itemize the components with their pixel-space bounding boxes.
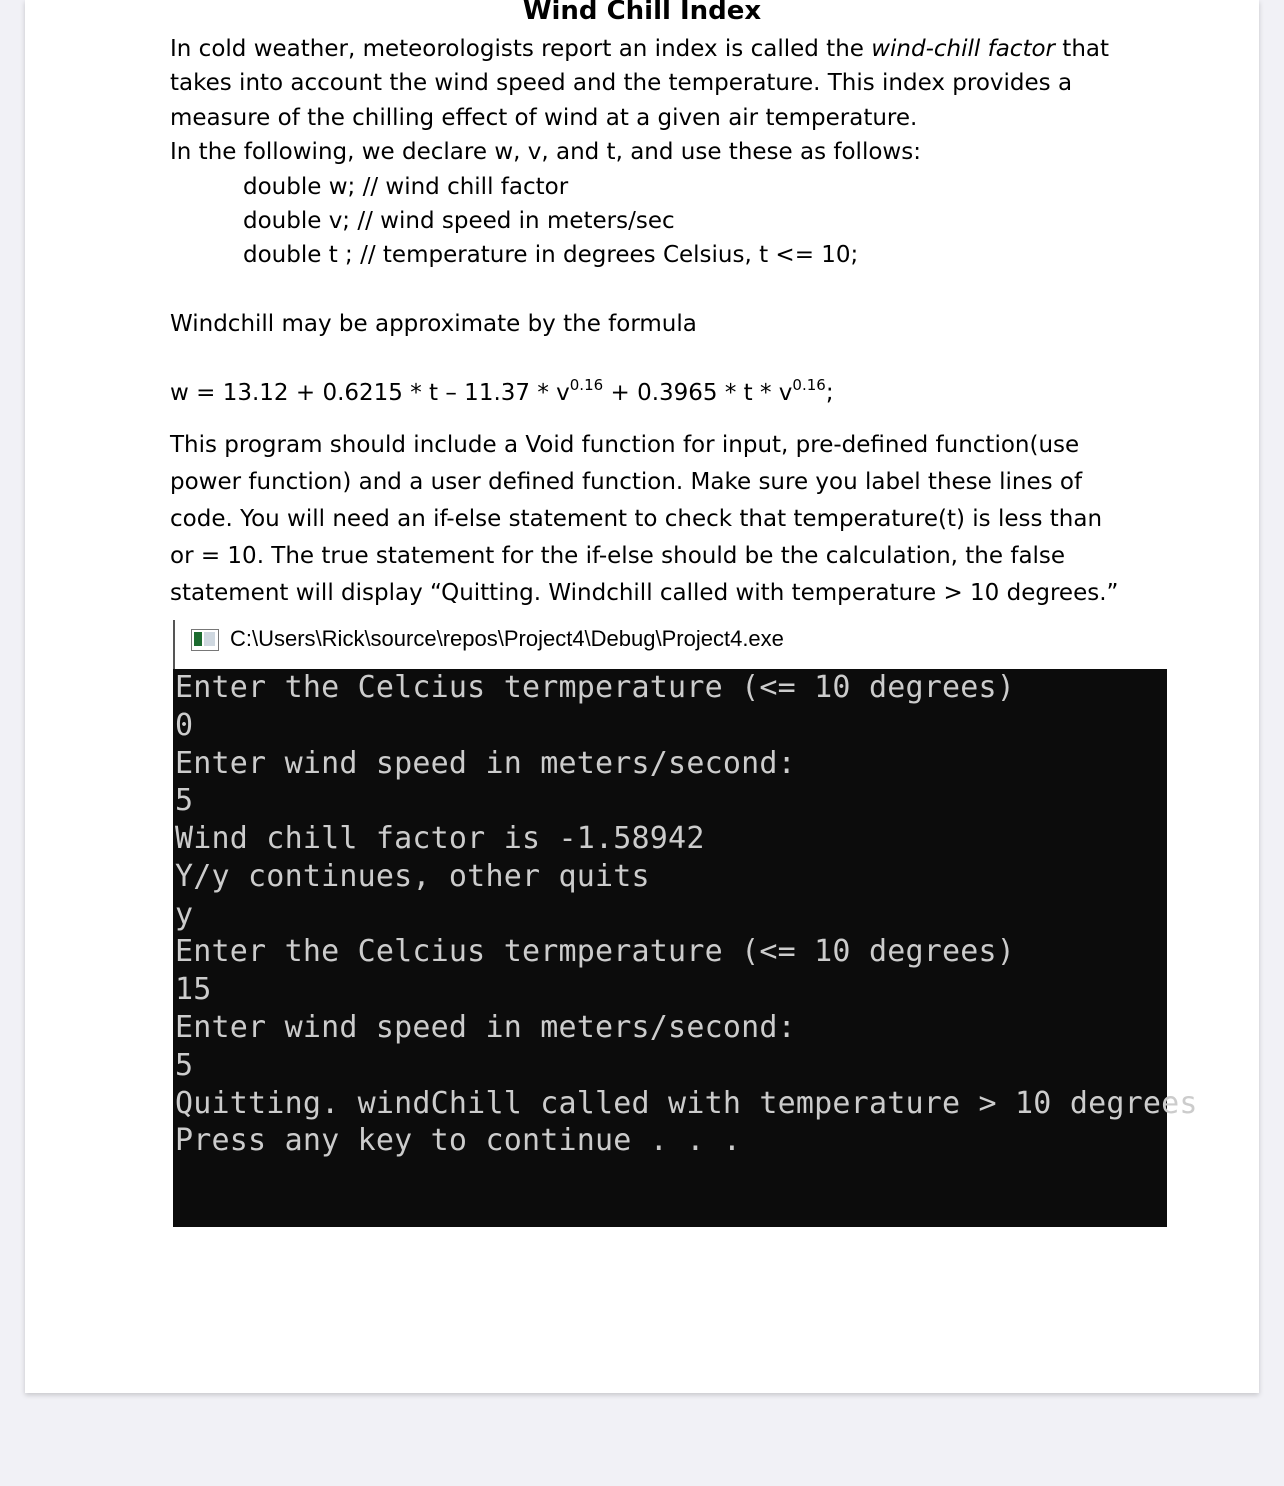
declaration-t: double t ; // temperature in degrees Celsius, t <= 10;	[243, 242, 859, 268]
intro-line-4: In the following, we declare w, v, and t, and use these as follows:	[170, 139, 921, 165]
console-line: 5	[175, 1048, 194, 1083]
console-line: Wind chill factor is -1.58942	[175, 821, 705, 856]
console-window-icon	[191, 629, 219, 651]
console-window-path: C:\Users\Rick\source\repos\Project4\Debug\Project4.exe	[230, 626, 784, 651]
requirements-line-3: code. You will need an if-else statement to check that temperature(t) is less than	[170, 506, 1103, 532]
console-line: Y/y continues, other quits	[175, 859, 650, 894]
intro-text: that	[1055, 36, 1110, 62]
requirements-line-4: or = 10. The true statement for the if-else should be the calculation, the false	[170, 543, 1066, 569]
console-line: 0	[175, 708, 194, 743]
document-page	[25, 0, 1259, 1393]
formula-part: + 0.3965 * t * v	[603, 380, 793, 406]
declaration-w: double w; // wind chill factor	[243, 174, 569, 200]
console-line: 5	[175, 783, 194, 818]
requirements-line-1: This program should include a Void function for input, pre-defined function(use	[170, 432, 1080, 458]
intro-text: In cold weather, meteorologists report an index is called the	[170, 36, 872, 62]
formula-intro: Windchill may be approximate by the formula	[170, 311, 697, 337]
console-line: y	[175, 897, 194, 932]
intro-line-1	[170, 32, 1109, 67]
formula-exponent: 0.16	[569, 376, 604, 394]
wind-chill-formula	[170, 376, 834, 406]
formula-exponent: 0.16	[792, 376, 826, 394]
console-line: Press any key to continue . . .	[175, 1123, 742, 1158]
intro-line-3: measure of the chilling effect of wind at a given air temperature.	[170, 105, 918, 131]
console-line: Quitting. windChill called with temperature > 10 degrees	[175, 1086, 1198, 1121]
wind-chill-factor-term: wind-chill factor	[871, 36, 1055, 62]
document-title: Wind Chill Index	[522, 0, 762, 26]
requirements-line-2: power function) and a user defined function. Make sure you label these lines of	[170, 469, 1083, 495]
declaration-v: double v; // wind speed in meters/sec	[243, 208, 675, 234]
formula-part: ;	[825, 380, 834, 406]
requirements-line-5: statement will display “Quitting. Windchill called with temperature > 10 degrees.”	[170, 580, 1119, 606]
console-output	[173, 669, 1198, 1227]
formula-part: w = 13.12 + 0.6215 * t – 11.37 * v	[170, 380, 570, 406]
console-titlebar	[173, 620, 1169, 669]
console-line: Enter the Celcius termperature (<= 10 degrees)	[175, 934, 1016, 969]
console-line: Enter wind speed in meters/second:	[175, 746, 796, 781]
intro-line-2: takes into account the wind speed and the temperature. This index provides a	[170, 70, 1073, 96]
console-line: 15	[175, 972, 212, 1007]
console-line: Enter the Celcius termperature (<= 10 degrees)	[175, 670, 1016, 705]
console-line: Enter wind speed in meters/second:	[175, 1010, 796, 1045]
